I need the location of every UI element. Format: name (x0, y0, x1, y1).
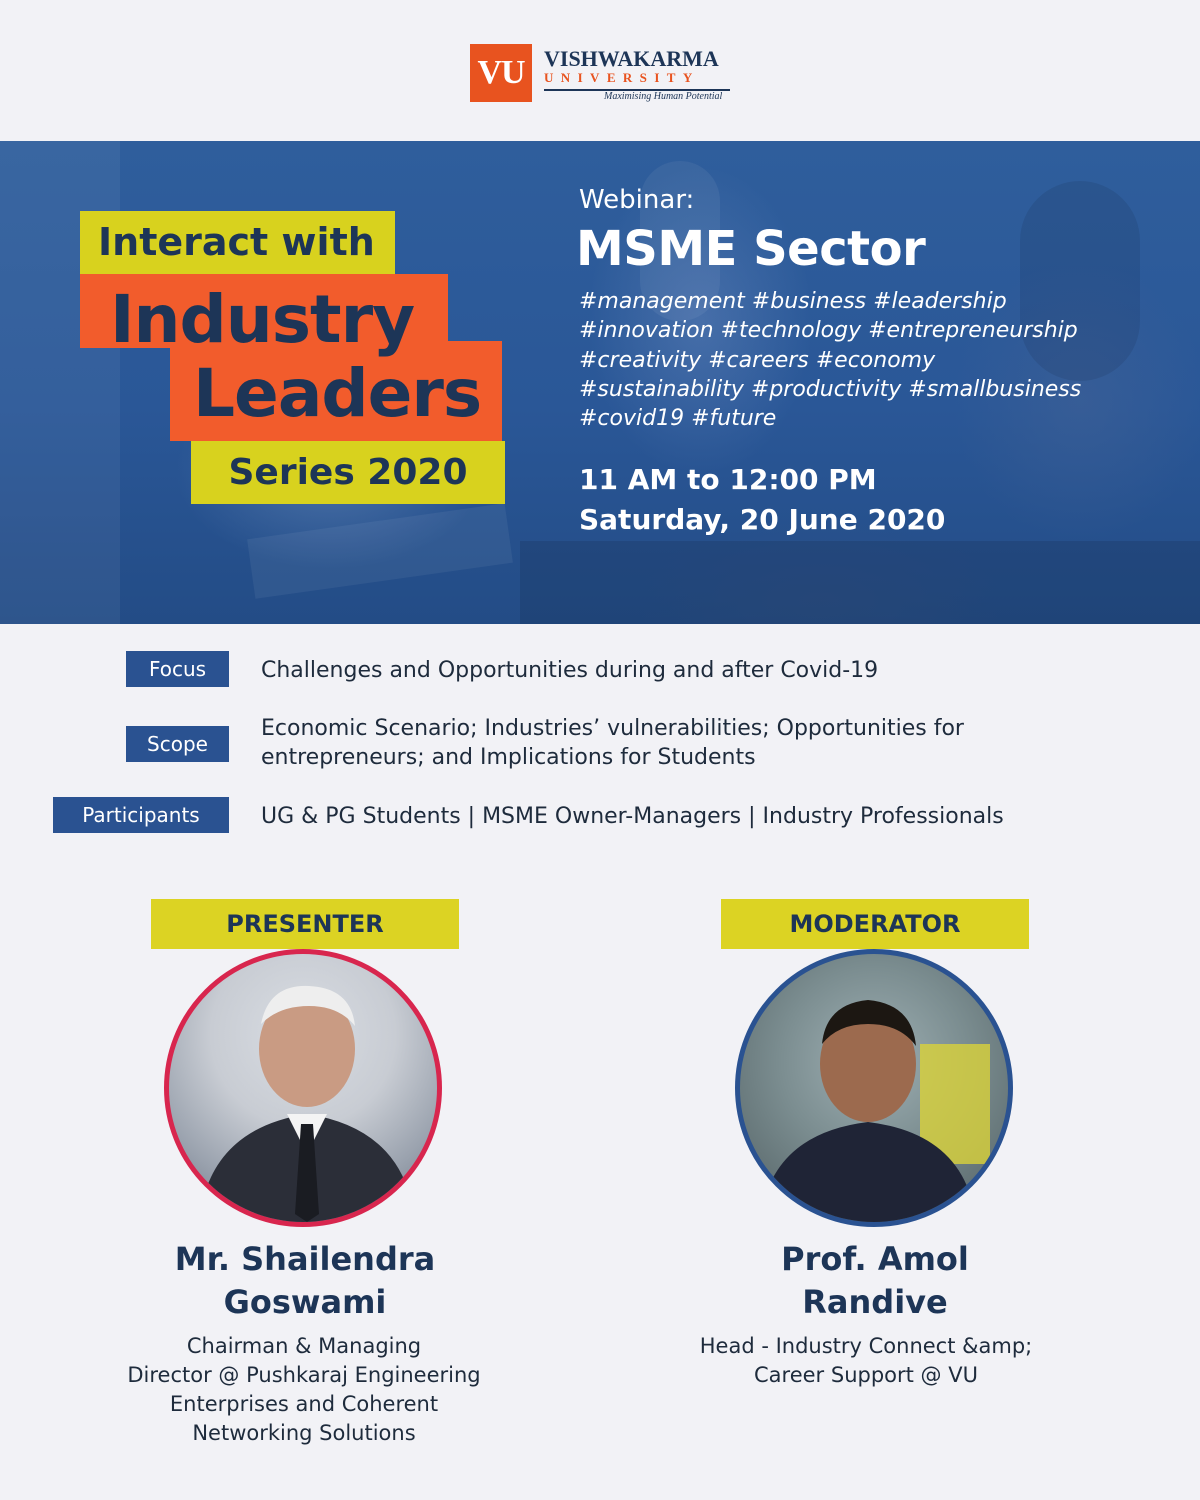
scope-text-line: Economic Scenario; Industries’ vulnerabilities; Opportunities for (261, 716, 964, 741)
hashtag-line: #innovation #technology #entrepreneurship (579, 318, 1078, 344)
scope-text-line: entrepreneurs; and Implications for Students (261, 745, 756, 770)
hashtag-line: #sustainability #productivity #smallbusiness (579, 376, 1082, 402)
series-line-year: Series 2020 (191, 441, 505, 504)
hashtag-line: #management #business #leadership (579, 289, 1007, 314)
hashtag-line: #creativity #careers #economy (579, 347, 936, 373)
presenter-desc-line: Networking Solutions (192, 1421, 416, 1445)
presenter-name-line: Mr. Shailendra (174, 1240, 436, 1278)
logo-subname: UNIVERSITY (544, 70, 700, 85)
background-shape (520, 541, 1200, 624)
focus-label: Focus (126, 651, 229, 687)
presenter-desc-line: Director @ Pushkaraj Engineering (127, 1363, 481, 1387)
logo-tagline: Maximising Human Potential (604, 91, 723, 102)
moderator-photo (735, 949, 1013, 1227)
hashtag-list (579, 287, 1081, 433)
webinar-label: Webinar: (579, 185, 695, 215)
logo-mark: VU (470, 44, 532, 102)
presenter-silhouette (169, 954, 437, 1222)
presenter-role-tag: PRESENTER (151, 899, 459, 949)
moderator-name-line: Randive (802, 1283, 948, 1321)
focus-text: Challenges and Opportunities during and after Covid-19 (261, 658, 879, 683)
hashtag-line: #covid19 #future (579, 406, 777, 432)
moderator-role-tag: MODERATOR (721, 899, 1029, 949)
moderator-name-line: Prof. Amol (781, 1240, 969, 1278)
presenter-desc-line: Enterprises and Coherent (169, 1392, 439, 1416)
presenter-name-line: Goswami (223, 1283, 387, 1321)
background-shape (247, 503, 513, 599)
series-line-industry: Industry (110, 281, 415, 358)
presenter-desc-line: Chairman & Managing (186, 1334, 422, 1358)
scope-label: Scope (126, 726, 229, 762)
participants-text: UG & PG Students | MSME Owner-Managers | Industry Professionals (261, 804, 1004, 829)
webinar-title: MSME Sector (576, 221, 926, 277)
webinar-time: 11 AM to 12:00 PM (579, 463, 877, 496)
moderator-silhouette (740, 954, 1008, 1222)
webinar-date: Saturday, 20 June 2020 (579, 503, 946, 536)
logo-name: VISHWAKARMA (544, 46, 719, 71)
series-line-leaders: Leaders (193, 355, 482, 432)
hero-banner (0, 141, 1200, 624)
presenter-photo (164, 949, 442, 1227)
moderator-desc-line: Head - Industry Connect &amp; (699, 1334, 1033, 1358)
participants-label: Participants (53, 797, 229, 833)
series-line-interact: Interact with (80, 211, 395, 274)
university-logo (470, 44, 735, 104)
moderator-desc-line: Career Support @ VU (754, 1363, 978, 1387)
